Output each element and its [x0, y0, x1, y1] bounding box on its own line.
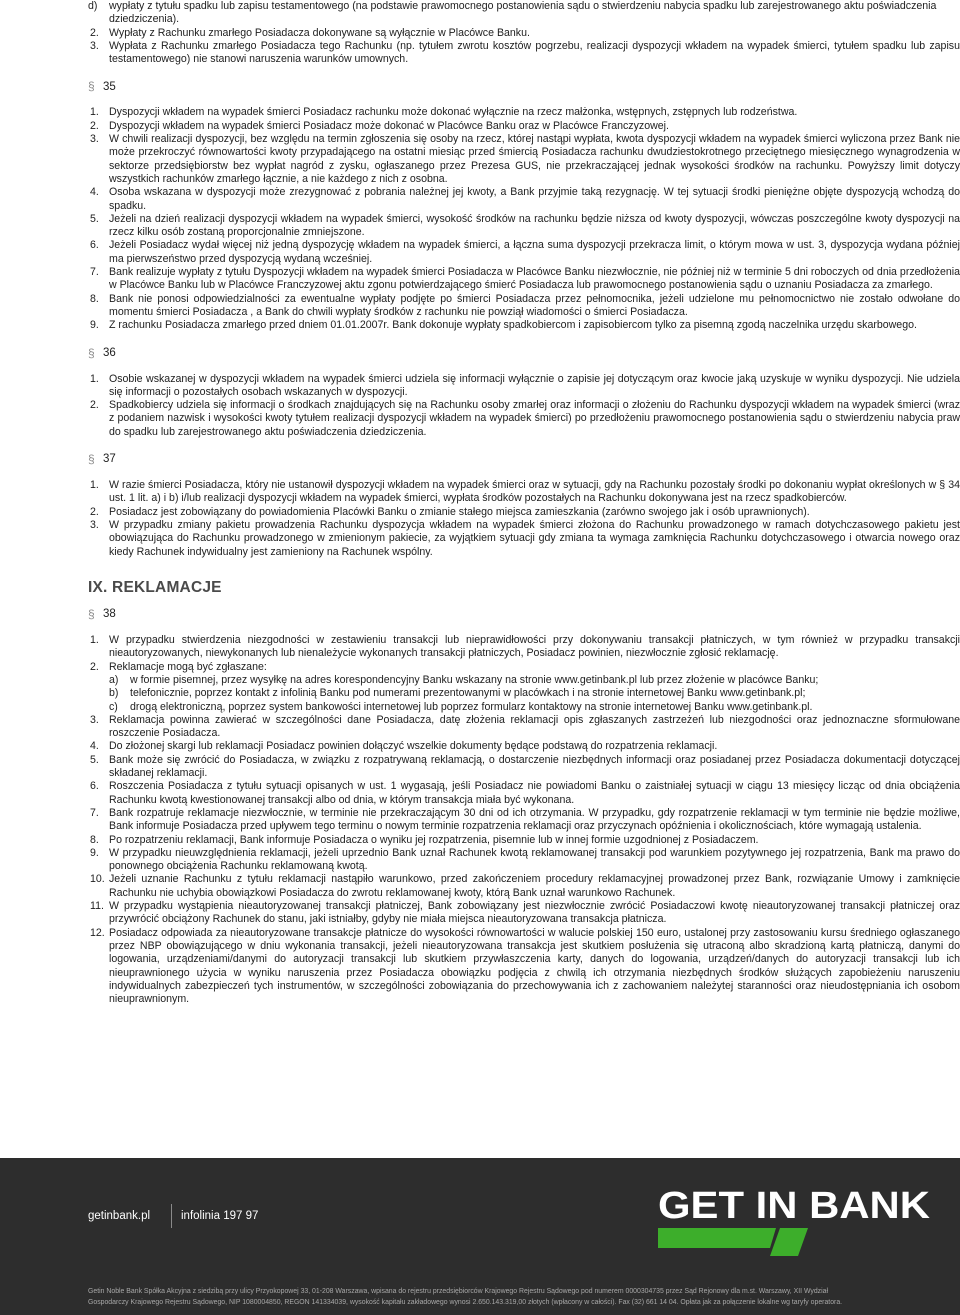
- item-text: W przypadku zmiany pakietu prowadzenia Rachunku dyspozycja wkładem na wypadek śmierci złożona do Rachunku prowadzonego w ramach dotychczasowego pakietu jest obowiązująca do Rachunku prowadzonego w zmienionym pakiecie, za wyjątkiem sytuacji gdy zmiana ta wymaga zamknięcia Rachunku dotychczasowego i otwarcia nowego oraz kiedy Rachunek indywidualny jest zamieniony na Rachunek wspólny.: [109, 518, 960, 558]
- item-text: Po rozpatrzeniu reklamacji, Bank informuje Posiadacza o wyniku jej rozpatrzenia, pisemnie lub w innej formie uzgodnionej z Posiadaczem.: [109, 833, 759, 846]
- logo-text: GET IN BANK: [658, 1185, 931, 1227]
- list-item: [88, 847, 960, 874]
- item-text: Spadkobiercy udziela się informacji o środkach znajdujących się na Rachunku osoby zmarłej oraz informacji o złożeniu do Rachunku dyspozycji wkładem na wypadek śmierci (wraz z podaniem nazwisk i wysokości kwoty tytułem realizacji dyspozycji wkładem na wypadek śmierci) po przedłożeniu prawomocnego postanowienia sądu o stwierdzeniu nabycia praw do spadku lub zarejestrowanego aktu poświadczenia dziedziczenia.: [109, 399, 960, 438]
- list-item: [88, 873, 960, 900]
- item-number: 7.: [90, 806, 99, 819]
- item-number: 3.: [90, 133, 99, 146]
- legal-line: Getin Noble Bank Spółka Akcyjna z siedzibą przy ulicy Przyokopowej 33, 01-208 Warszawa, wpisana do rejestru przedsiębiorców Krajowego Rejestru Sądowego pod numerem 0000304735 przez Sąd Rejonowy dla m.st. Warszawy, XII Wydział: [88, 1288, 829, 1295]
- chapter-title: IX. REKLAMACJE: [88, 578, 222, 596]
- list-item: [88, 661, 960, 674]
- item-number: 2.: [90, 119, 99, 132]
- list-item: [88, 319, 960, 332]
- item-text: Bank realizuje wypłaty z tytułu Dyspozycji wkładem na wypadek śmierci Posiadacza w Placówce Banku niezwłocznie, nie później niż w terminie 5 dni roboczych od dnia przedłożenia w Placówce Banku lub w Placówce Franczyzowej aktu zgonu potwierdzającego śmierć Posiadacza lub prawomocnego postanowienia sądu o uznaniu Posiadacza za zmarłego.: [109, 266, 960, 292]
- list-item: [88, 834, 960, 847]
- list-item: [88, 506, 960, 519]
- item-text: W przypadku stwierdzenia niezgodności w zestawieniu transakcji lub nieprawidłowości przy dokonywaniu transakcji płatniczych, w tym również w przypadku transakcji nieautoryzowanych, niewykonanych lub nienależycie wykonanych transakcji płatniczych, Posiadacz powinien, niezwłocznie zgłosić reklamację.: [109, 634, 960, 660]
- sub-list-item: [109, 687, 960, 700]
- list-item: [88, 239, 960, 266]
- item-text: Osoba wskazana w dyspozycji może zrezygnować z pobrania należnej jej kwoty, a Bank przyjmie taką rezygnację. W tej sytuacji środki pieniężne objęte dyspozycją wchodzą do spadku.: [109, 186, 960, 212]
- item-number: 6.: [90, 239, 99, 252]
- item-number: 12.: [90, 926, 105, 939]
- item-number: 8.: [90, 292, 99, 305]
- sub-list-item: [109, 674, 960, 687]
- item-text: Bank może się zwrócić do Posiadacza, w związku z rozpatrywaną reklamacją, o dostarczenie niezbędnych informacji oraz posiadanej przez Posiadacza dokumentacji dotyczącej składanej reklamacji.: [109, 753, 960, 780]
- list-item: [88, 373, 960, 400]
- item-text: Jeżeli uznanie Rachunku z tytułu reklamacji nastąpiło warunkowo, przed zakończeniem procedury reklamacyjnej prowadzonej przez Bank, rozwiązanie Umowy i zamknięcie Rachunku nie uchybia obowiązkowi Posiadacza do zwrotu reklamowanej kwoty, którą Bank uznał warunkowo Rachunek.: [109, 873, 960, 899]
- website-link[interactable]: getinbank.pl: [88, 1210, 151, 1222]
- item-number: 2.: [90, 399, 99, 412]
- list-item: [88, 293, 960, 320]
- list-item: [88, 0, 960, 27]
- legal-line: Gospodarczy Krajowego Rejestru Sądowego, NIP 1080004850, REGON 141334039, wysokość kapitału zakładowego wynosi 2.650.143.319,00 złotych (wpłacony w całości). Fax (32) 661 14 04. Opłata jak za połączenie lokalne wg taryfy operatora.: [88, 1299, 843, 1306]
- item-text: Roszczenia Posiadacza z tytułu sytuacji opisanych w ust. 1 wygasają, jeśli Posiadacz nie powiadomi Banku o zaistniałej sytuacji w ciągu 13 miesięcy licząc od dnia obciążenia Rachunku kwotą kwestionowanej transakcji albo od dnia, w którym transakcja miała być wykonana.: [109, 780, 960, 806]
- list-item: [88, 399, 960, 439]
- item-number: 2.: [90, 660, 99, 673]
- section-number: 36: [103, 346, 116, 359]
- section-number: 37: [103, 453, 116, 466]
- item-text: Posiadacz jest zobowiązany do powiadomienia Placówki Banku o zmianie stałego miejsca zamieszkania (zarówno swojego jak i osób uprawnionych).: [109, 505, 810, 518]
- item-number: 6.: [90, 780, 99, 793]
- section-heading-37: [88, 453, 960, 467]
- item-number: 1.: [90, 106, 99, 119]
- section-number: 35: [103, 80, 116, 93]
- list-item: [88, 133, 960, 186]
- item-text: Do złożonej skargi lub reklamacji Posiadacz powinien dołączyć wszelkie dokumenty będące podstawą do rozpatrzenia reklamacji.: [109, 740, 718, 753]
- item-number: 2.: [90, 26, 99, 39]
- section-38-sublist: [88, 674, 960, 714]
- section-heading-35: [88, 80, 960, 94]
- section-37-list: [88, 479, 960, 559]
- item-number: 9.: [90, 846, 99, 859]
- section-38-list-continued: [88, 714, 960, 1007]
- item-text: Jeżeli Posiadacz wydał więcej niż jedną dyspozycję wkładem na wypadek śmierci, a łączna suma dyspozycji przekracza limit, o którym mowa w ust. 3, dyspozycja wydana później ma pierwszeństwo przed dyspozycją wydaną wcześniej.: [109, 239, 960, 265]
- section-sign: §: [88, 79, 95, 94]
- section-35-list: [88, 106, 960, 332]
- item-number: 2.: [90, 505, 99, 518]
- item-number: 3.: [90, 713, 99, 726]
- getin-bank-logo: [658, 1174, 933, 1256]
- item-number: 7.: [90, 266, 99, 279]
- item-text: wypłaty z tytułu spadku lub zapisu testamentowego (na podstawie prawomocnego postanowienia sądu o stwierdzeniu nabycia spadku lub zarejestrowanego aktu poświadczenia dziedziczenia).: [109, 0, 937, 26]
- item-number: 1.: [90, 479, 99, 492]
- sub-list-item: [109, 701, 960, 714]
- item-text: Reklamacja powinna zawierać w szczególności dane Posiadacza, datę złożenia reklamacji opis zgłaszanych zastrzeżeń lub niezgodności oraz jednoznaczne sformułowane roszczenie Posiadacza.: [109, 713, 960, 740]
- section-sign: §: [88, 452, 95, 467]
- list-item: [88, 900, 960, 927]
- item-text: W przypadku nieuwzględnienia reklamacji, jeżeli uprzednio Bank uznał Rachunek kwotą reklamowanej transakcji pod warunkiem pozytywnego jej rozpatrzenia, Bank ma prawo do ponownego obciążenia Rachunku reklamowaną kwotą.: [109, 846, 960, 873]
- list-item: [88, 634, 960, 661]
- item-number: 9.: [90, 319, 99, 332]
- list-item: [88, 479, 960, 506]
- item-number: d): [88, 0, 98, 12]
- item-number: 5.: [90, 212, 99, 225]
- section-number: 38: [103, 608, 116, 621]
- item-number: 5.: [90, 753, 99, 766]
- section-heading-38: [88, 608, 960, 622]
- list-item: [88, 186, 960, 213]
- list-item: [88, 40, 960, 67]
- logo-arrow-shape: [658, 1228, 808, 1256]
- item-number: 10.: [90, 873, 105, 886]
- document-content: [88, 0, 960, 1006]
- list-item: [88, 27, 960, 40]
- item-number: 11.: [90, 900, 104, 913]
- item-text: W przypadku wystąpienia nieautoryzowanej transakcji płatniczej, Bank zobowiązany jest niezwłocznie zwrócić Posiadaczowi kwotę nieautoryzowanej transakcji płatniczej oraz przywrócić obciążony Rachunek do stanu, jaki istniałby, gdyby nie miała miejsca nieautoryzowana transakcja płatnicza.: [109, 900, 960, 926]
- item-number: 8.: [90, 833, 99, 846]
- item-text: drogą elektroniczną, poprzez system bankowości internetowej lub poprzez formularz kontaktowy na stronie internetowej Banku www.getinbank.pl.: [130, 700, 813, 713]
- hotline-text: infolinia 197 97: [181, 1210, 259, 1222]
- list-item: [88, 120, 960, 133]
- list-item: [88, 266, 960, 293]
- item-number: 1.: [90, 634, 99, 647]
- item-text: Wypłata z Rachunku zmarłego Posiadacza tego Rachunku (np. tytułem zwrotu kosztów pogrzebu, realizacji dyspozycji wkładem na wypadek śmierci, tytułem spadku lub zapisu testamentowego) nie stanowi naruszenia warunków umownych.: [109, 39, 960, 66]
- item-number: 3.: [90, 518, 99, 531]
- item-number: a): [109, 673, 119, 686]
- list-item: [88, 780, 960, 807]
- item-number: c): [109, 700, 118, 713]
- section-38-list: [88, 634, 960, 674]
- section-sign: §: [88, 345, 95, 360]
- list-item: [88, 714, 960, 741]
- item-text: w formie pisemnej, przez wysyłkę na adres korespondencyjny Banku wskazany na stronie www.getinbank.pl lub przez złożenie w placówce Banku;: [130, 673, 819, 686]
- top-list: [88, 27, 960, 67]
- footer-bar: [0, 1158, 960, 1315]
- item-text: Reklamacje mogą być zgłaszane:: [109, 660, 267, 673]
- item-number: b): [109, 687, 119, 700]
- item-number: 3.: [90, 39, 99, 52]
- item-text: Dyspozycji wkładem na wypadek śmierci Posiadacz może dokonać w Placówce Banku oraz w Placówce Franczyzowej.: [109, 119, 669, 132]
- item-number: 4.: [90, 186, 99, 199]
- section-sign: §: [88, 607, 95, 622]
- section-36-list: [88, 373, 960, 439]
- item-text: Jeżeli na dzień realizacji dyspozycji wkładem na wypadek śmierci, wysokość środków na rachunku będzie niższa od kwoty dyspozycji, wówczas poszczególne kwoty dyspozycji na rzecz kilku osób zostaną proporcjonalnie zmniejszone.: [109, 212, 960, 239]
- item-text: Dyspozycji wkładem na wypadek śmierci Posiadacz rachunku może dokonać wyłącznie na rzecz małżonka, wstępnych, zstępnych lub rodzeństwa.: [109, 106, 798, 119]
- item-text: Osobie wskazanej w dyspozycji wkładem na wypadek śmierci udziela się informacji wyłącznie o zapisie jej dotyczącym oraz kwocie jaką uzyskuje w wyniku dyspozycji. Nie udziela się informacji o pozostałych osobach wskazanych w dyspozycji.: [109, 372, 960, 398]
- item-text: Z rachunku Posiadacza zmarłego przed dniem 01.01.2007r. Bank dokonuje wypłaty spadkobiercom i zapisobiercom tylko za pisemną zgodą naczelnika urzędu skarbowego.: [109, 319, 917, 332]
- list-item: [88, 519, 960, 559]
- item-text: Posiadacz odpowiada za nieautoryzowane transakcje płatnicze do wysokości równowartości w walucie polskiej 150 euro, ustalonej przy zastosowaniu kursu średniego ogłaszanego przez NBP obowiązującego w dniu wykonania transakcji, jeżeli nieautoryzowana transakcja jest skutkiem posłużenia się utraconą albo skradzioną kartą płatniczą, danymi do logowania, urządzeniami/danymi do autoryzacji transakcji lub skutkiem przywłaszczenia karty, danych do logowania, urządzeń/danych do autoryzacji transakcji lub ich nieuprawnionego użycia w wyniku naruszenia przez Posiadacza obowiązku podjęcia z chwilą ich otrzymania niezbędnych środków służących zapobieżeniu naruszeniu indywidualnych zabezpieczeń tych instrumentów, w szczególności zobowiązania do przechowywania ich z zachowaniem należytej staranności oraz nieudostępniania ich osobom nieuprawnionym.: [109, 926, 960, 1006]
- item-text: W chwili realizacji dyspozycji, bez względu na termin zgłoszenia się osoby na rzecz, której nastąpi wypłata, kwota dyspozycji wkładem na wypadek śmierci wyliczona przez Bank nie może przekroczyć równowartości kwoty przypadającego na ostatni miesiąc przed śmiercią Posiadacza rachunku dwudziestokrotnego przeciętnego miesięcznego wynagrodzenia w sektorze przedsiębiorstw bez wypłat nagród z zysku, ogłaszanego przez Prezesa GUS, nie przekraczającej jednak wysokości środków na rachunku. Powyższy limit dotyczy wszystkich rachunków zmarłego łącznie, a nie każdego z nich z osobna.: [109, 133, 960, 185]
- item-number: 1.: [90, 372, 99, 385]
- item-text: Bank nie ponosi odpowiedzialności za ewentualne wypłaty podjęte po śmierci Posiadacza przez pełnomocnika, jeżeli udzielone mu pełnomocnictwo nie zostało odwołane do momentu śmierci Posiadacza , a Bank do chwili wypłaty środków z rachunku nie powziął wiadomości o śmierci Posiadacza.: [109, 292, 960, 318]
- list-item: [88, 807, 960, 834]
- item-text: Bank rozpatruje reklamacje niezwłocznie, w terminie nie przekraczającym 30 dni od ich otrzymania. W przypadku, gdy rozpatrzenie reklamacji w tym terminie nie będzie możliwe, Bank informuje Posiadacza przed upływem tego terminu o nowym terminie rozpatrzenia reklamacji oraz przyczynach opóźnienia i okolicznościach, które wymagają ustalenia.: [109, 806, 960, 833]
- item-text: W razie śmierci Posiadacza, który nie ustanowił dyspozycji wkładem na wypadek śmierci oraz w sytuacji, gdy na Rachunku pozostały środki po dokonaniu wypłat określonych w § 34 ust. 1 lit. a) i b) i/lub realizacji dyspozycji wkładem na wypadek śmierci, wypłata środków pozostałych na Rachunku dokonywana jest na rzecz spadkobierców.: [109, 479, 960, 505]
- item-text: telefonicznie, poprzez kontakt z infolinią Banku pod numerami prezentowanymi w placówkach i na stronie internetowej Banku www.getinbank.pl;: [130, 687, 806, 700]
- list-item: [88, 213, 960, 240]
- section-heading-36: [88, 347, 960, 361]
- item-text: Wypłaty z Rachunku zmarłego Posiadacza dokonywane są wyłącznie w Placówce Banku.: [109, 26, 530, 39]
- list-item: [88, 754, 960, 781]
- item-number: 4.: [90, 740, 99, 753]
- list-item: [88, 106, 960, 119]
- legal-notice: [88, 1286, 958, 1308]
- footer-divider: [171, 1204, 172, 1228]
- list-item: [88, 740, 960, 753]
- list-item: [88, 927, 960, 1007]
